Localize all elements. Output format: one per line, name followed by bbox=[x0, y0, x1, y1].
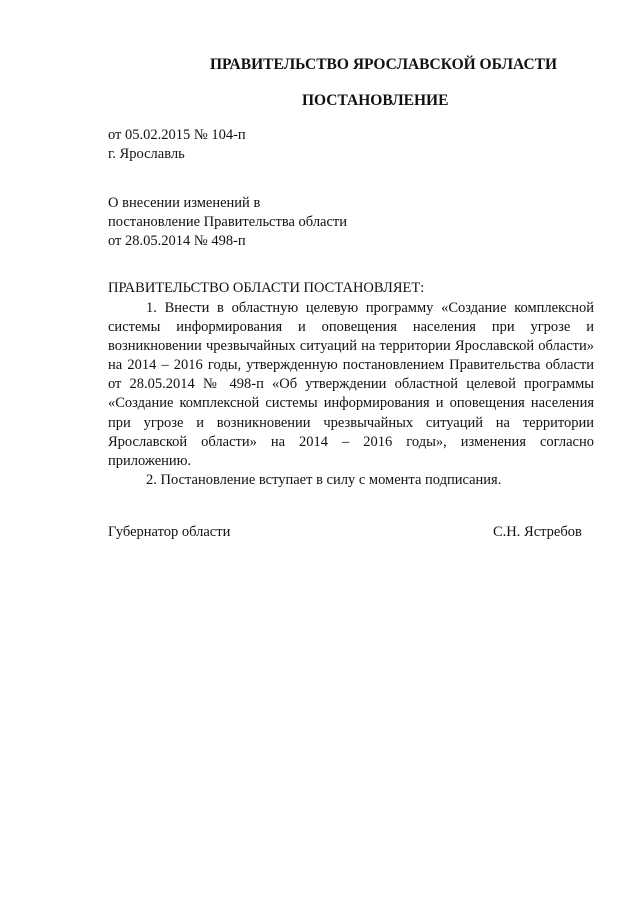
document-subject: О внесении изменений в постановление Правительства области от 28.05.2014 № 498-п bbox=[108, 195, 348, 249]
clause-paragraph: 2. Постановление вступает в силу с момента подписания. bbox=[146, 471, 502, 488]
clause-paragraph: 1. Внести в областную целевую программу «Создание комплексной системы информирования и оповещения населения при угрозе и возникновении чрезвычайных ситуаций на территории Ярославской области» на 2014 – 2016 годы, утвержденную постановлением Правительства области от 28.05.2014 № 498-п «Об утверждении областной целевой программы «Создание комплексной системы информирования и оповещения населения при угрозе и возникновении чрезвычайных ситуаций на территории Ярославской области» на 2014 – 2016 годы», изменения согласно приложению. bbox=[108, 300, 594, 469]
decrees-heading: ПРАВИТЕЛЬСТВО ОБЛАСТИ ПОСТАНОВЛЯЕТ: bbox=[108, 280, 425, 296]
signatory-name: С.Н. Ястребов bbox=[493, 524, 582, 540]
signatory-title: Губернатор области bbox=[108, 524, 231, 540]
government-title: ПРАВИТЕЛЬСТВО ЯРОСЛАВСКОЙ ОБЛАСТИ bbox=[210, 56, 558, 73]
document-date-number: от 05.02.2015 № 104-п bbox=[108, 127, 246, 143]
document-city: г. Ярославль bbox=[108, 146, 185, 162]
document-body bbox=[108, 299, 594, 490]
document-type-heading: ПОСТАНОВЛЕНИЕ bbox=[302, 92, 449, 109]
